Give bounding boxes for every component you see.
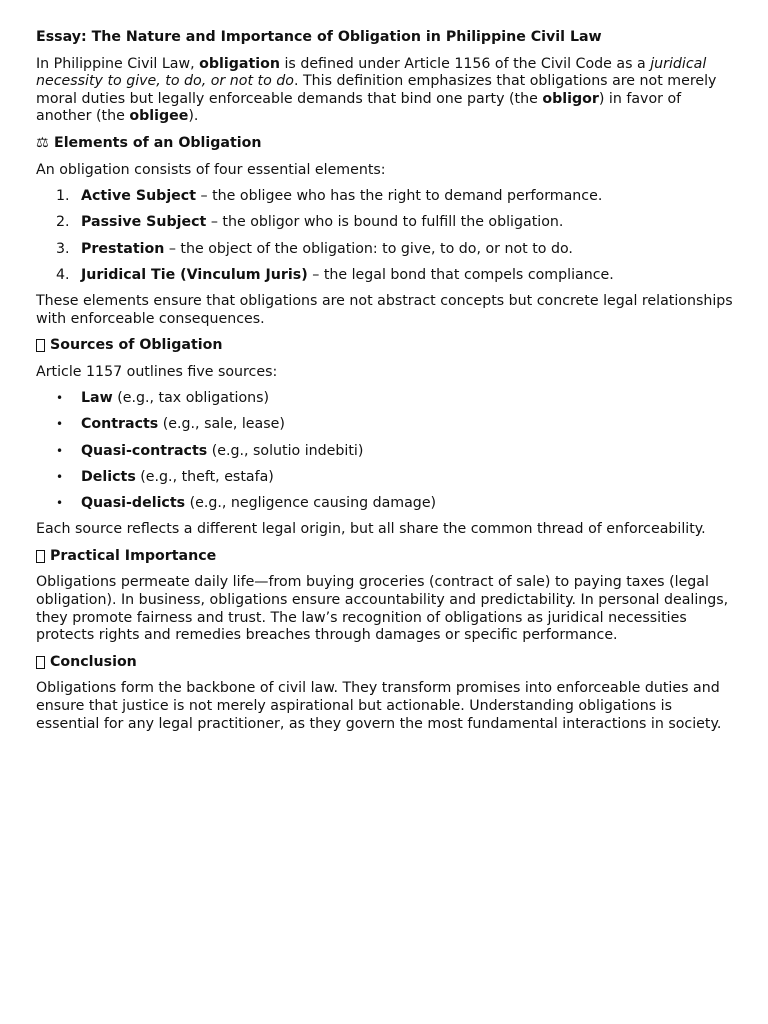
- document-body: [36, 29, 736, 742]
- elements-lead: An obligation consists of four essential elements:: [36, 161, 386, 178]
- element-term: Juridical Tie (Vinculum Juris): [81, 266, 308, 283]
- bullet-icon: •: [56, 469, 64, 484]
- term-obligor: obligor: [542, 90, 599, 107]
- source-desc: (e.g., sale, lease): [158, 416, 285, 433]
- essay-title: Essay: The Nature and Importance of Obligation in Philippine Civil Law: [36, 29, 602, 45]
- list-item: [36, 390, 736, 408]
- heading-conclusion: [36, 654, 736, 672]
- bullet-icon: •: [56, 496, 64, 511]
- term-obligation: obligation: [199, 55, 280, 72]
- sources-closing: Each source reflects a different legal origin, but all share the common thread of enforceability.: [36, 521, 706, 538]
- element-desc: – the obligor who is bound to fulfill the obligation.: [206, 214, 564, 231]
- element-desc: – the legal bond that compels compliance.: [307, 266, 614, 283]
- source-term: Contracts: [81, 416, 159, 433]
- missing-glyph-icon: [36, 339, 45, 352]
- list-item: [36, 495, 736, 513]
- intro-paragraph: [36, 56, 736, 126]
- heading-conclusion-text: Conclusion: [50, 653, 137, 670]
- source-term: Quasi-contracts: [81, 442, 208, 459]
- list-number: 1.: [56, 188, 70, 205]
- intro-text: ).: [188, 108, 199, 125]
- list-item: [36, 241, 736, 259]
- source-desc: (e.g., theft, estafa): [135, 468, 274, 485]
- list-number: 4.: [56, 266, 70, 283]
- sources-lead: Article 1157 outlines five sources:: [36, 363, 278, 380]
- source-term: Quasi-delicts: [81, 495, 186, 512]
- list-item: [36, 267, 736, 285]
- list-number: 3.: [56, 240, 70, 257]
- heading-practical-text: Practical Importance: [50, 547, 217, 564]
- source-desc: (e.g., solutio indebiti): [207, 442, 364, 459]
- elements-closing: These elements ensure that obligations are not abstract concepts but concrete legal relationships with enforceable consequences.: [36, 292, 733, 327]
- practical-paragraph: Obligations permeate daily life—from buying groceries (contract of sale) to paying taxes (legal obligation). In business, obligations ensure accountability and predictability. In personal dealings, they promote fairness and trust. The law’s recognition of obligations as juridical necessities protects rights and remedies breaches through damages or specific performance.: [36, 574, 729, 644]
- list-item: [36, 469, 736, 487]
- element-term: Active Subject: [81, 188, 196, 205]
- element-desc: – the object of the obligation: to give, to do, or not to do.: [164, 240, 573, 257]
- conclusion-paragraph: Obligations form the backbone of civil law. They transform promises into enforceable duties and ensure that justice is not merely aspirational but actionable. Understanding obligations is essential for any legal practitioner, as they govern the most fundamental interactions in society.: [36, 680, 722, 732]
- intro-text: In Philippine Civil Law,: [36, 55, 200, 72]
- list-item: [36, 188, 736, 206]
- heading-elements-text: Elements of an Obligation: [54, 134, 262, 151]
- element-term: Passive Subject: [81, 214, 207, 231]
- bullet-icon: •: [56, 391, 64, 406]
- list-item: [36, 214, 736, 232]
- heading-sources-text: Sources of Obligation: [50, 337, 223, 354]
- list-item: [36, 416, 736, 434]
- bullet-icon: •: [56, 417, 64, 432]
- missing-glyph-icon: [36, 550, 45, 563]
- heading-elements: [36, 135, 736, 153]
- source-desc: (e.g., negligence causing damage): [185, 495, 437, 512]
- bullet-icon: •: [56, 443, 64, 458]
- heading-practical: [36, 548, 736, 566]
- intro-text: . This definition emphasizes that obligations are not merely moral duties but legally enforceable demands that bind one party (the: [36, 73, 717, 107]
- sources-list: [36, 390, 736, 512]
- element-desc: – the obligee who has the right to demand performance.: [196, 188, 603, 205]
- missing-glyph-icon: [36, 656, 45, 669]
- list-number: 2.: [56, 214, 70, 231]
- definition-italic: juridical necessity to give, to do, or not to do: [36, 55, 707, 90]
- intro-text: ) in favor of another (the: [36, 90, 682, 125]
- heading-sources: [36, 337, 736, 355]
- source-term: Delicts: [81, 468, 136, 485]
- source-desc: (e.g., tax obligations): [112, 390, 270, 407]
- list-item: [36, 443, 736, 461]
- source-term: Law: [81, 390, 113, 407]
- intro-text: is defined under Article 1156 of the Civil Code as a: [279, 55, 651, 72]
- term-obligee: obligee: [129, 108, 189, 125]
- scales-icon: ⚖: [36, 134, 49, 151]
- element-term: Prestation: [81, 240, 165, 257]
- elements-list: [36, 188, 736, 284]
